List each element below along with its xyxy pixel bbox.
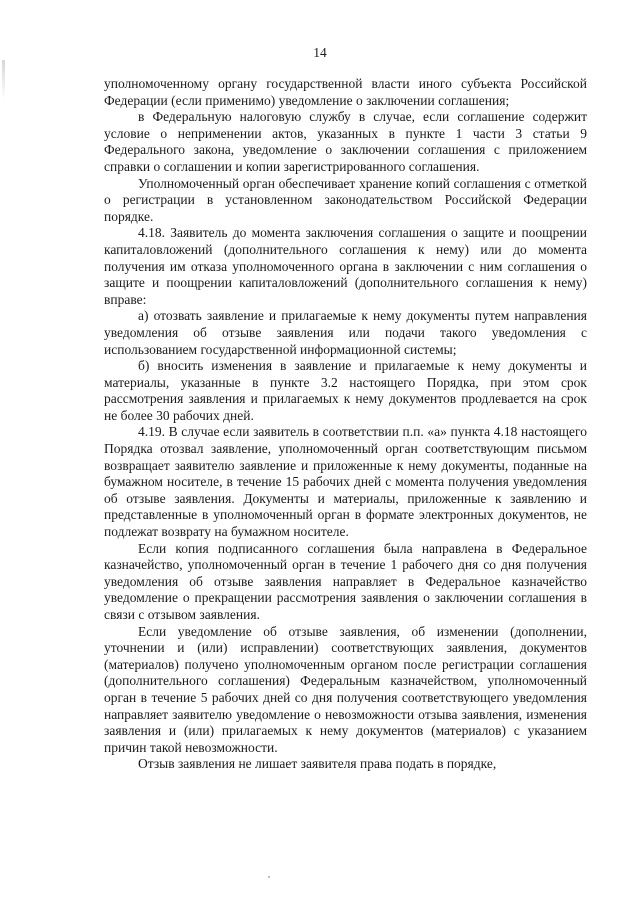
paragraph-last: Отзыв заявления не лишает заявителя права подать в порядке, [138,756,497,772]
paragraph-2: в Федеральную налоговую службу в случае, если соглашение содержит условие о неприменении актов, указанных в пункте 1 части 3 статьи 9 Федерального закона, уведомление о заключении соглашения с приложением справки о соглашении и копии зарегистрированного соглашения. [104,109,587,174]
paragraph-1: уполномоченному органу государственной власти иного субъекта Российской Федерации (если применимо) уведомление о заключении соглашения; [104,76,587,108]
document-body [104,76,587,773]
page-number: 14 [313,45,327,60]
paragraph-3: Уполномоченный орган обеспечивает хранение копий соглашения с отметкой о регистрации в установленном законодательством Российской Федерации порядке. [104,175,587,224]
scan-dot-mark [268,876,270,878]
paragraph-4-19: 4.19. В случае если заявитель в соответствии п.п. «а» пункта 4.18 настоящего Порядка отозвал заявление, уполномоченный орган соответствующим письмом возвращает заявителю заявление и приложенные к нему документы, поданные на бумажном носителе, в течение 15 рабочих дней с момента получения уведомления об отзыве заявления. Документы и материалы, приложенные к заявлению и представленные в уполномоченный орган в формате электронных документов, не подлежат возврату на бумажном носителе. [104,424,587,540]
paragraph-after-registration: Если уведомление об отзыве заявления, об изменении (дополнении, уточнении и (или) исправлении) соответствующих заявления, документов (материалов) получено уполномоченным органом после регистрации соглашения (дополнительного соглашения) Федеральным казначейством, уполномоченный орган в течение 5 рабочих дней со дня получения соответствующего уведомления направляет заявителю уведомление о невозможности отзыва заявления, изменения заявления и (или) прилагаемых к нему документов (материалов) с указанием причин такой невозможности. [104,623,587,755]
paragraph-4-18-b: б) вносить изменения в заявление и прилагаемые к нему документы и материалы, указанные в пункте 3.2 настоящего Порядка, при этом срок рассмотрения заявления и прилагаемых к нему документов продлевается на срок не более 30 рабочих дней. [104,358,587,423]
paragraph-treasury: Если копия подписанного соглашения была направлена в Федеральное казначейство, уполномоченный орган в течение 1 рабочего дня со дня получения уведомления об отзыве заявления направляет в Федеральное казначейство уведомление о прекращении рассмотрения заявления о заключении соглашения в связи с отзывом заявления. [104,540,587,622]
paragraph-4-18: 4.18. Заявитель до момента заключения соглашения о защите и поощрении капиталовложений (дополнительного соглашения к нему) или до момента получения им отказа уполномоченного органа в заключении с ним соглашения о защите и поощрении капиталовложений (дополнительного соглашения к нему) вправе: [104,225,587,307]
paragraph-4-18-a: а) отозвать заявление и прилагаемые к нему документы путем направления уведомления об отзыве заявления или подачи такого уведомления с использованием государственной информационной системы; [104,308,587,357]
scan-margin-mark [2,60,5,100]
